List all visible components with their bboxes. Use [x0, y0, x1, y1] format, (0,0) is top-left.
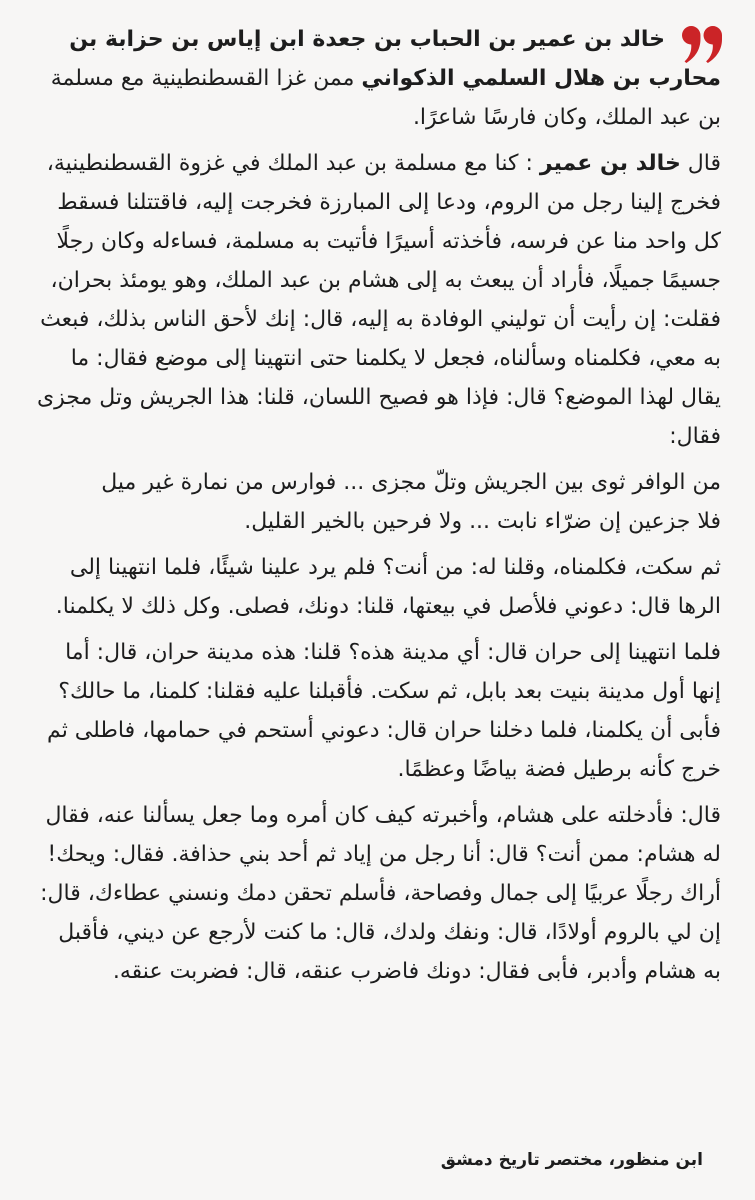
attribution: ابن منظور، مختصر تاريخ دمشق [440, 1150, 703, 1170]
story-paragraph-1 [34, 144, 721, 456]
story-paragraph-4: قال: فأدخلته على هشام، وأخبرته كيف كان أمره وما جعل يسألنا عنه، فقال له هشام: ممن أنت؟ قال: أنا رجل من إياد ثم أحد بني حذافة. فقال: ويحك! أراك رجلًا عربيًا إلى جمال وفصاحة، فأسلم تحقن دمك ونسني عطاءك، قال: إن لي بالروم أولادًا، قال: ونفك ولدك، قال: ما كنت لأرجع عن ديني، فأقبل به هشام وأدبر، فأبى فقال: دونك فاضرب عنقه، قال: فضربت عنقه. [40, 803, 721, 984]
story1-text: : كنا مع مسلمة بن عبد الملك في غزوة القسطنطينية، فخرج إلينا رجل من الروم، ودعا إلى المبارزة فخرجت إليه، فاقتتلنا فسقط كل واحد منا عن فرسه، فأخذته أسيرًا فأتيت به مسلمة، فساءله وكان رجلًا جسيمًا جميلًا، فأراد أن يبعث به إلى هشام بن عبد الملك، وهو يومئذ بحران، فقلت: إن رأيت أن توليني الوفادة به إليه، قال: إنك لأحق الناس بذلك، فبعث به معي، فكلمناه وسألناه، فجعل لا يكلمنا حتى انتهينا إلى موضع فقال: ما يقال لهذا الموضع؟ قال: فإذا هو فصيح اللسان، قلنا: هذا الجريش وتل مجزى فقال: [36, 151, 721, 449]
story-paragraph-3: فلما انتهينا إلى حران قال: أي مدينة هذه؟ قلنا: هذه مدينة حران، قال: أما إنها أول مدينة بنيت بعد بابل، ثم سكت. فأقبلنا عليه فقلنا: كلمنا، ما حالك؟ فأبى أن يكلمنا، فلما دخلنا حران قال: دعوني أستحم في حمامها، فاطلى ثم خرج كأنه برطيل فضة بياضًا وعظمًا. [47, 640, 721, 782]
intro-paragraph [34, 20, 721, 137]
narrator-full-name: خالد بن عمير بن الحباب بن جعدة ابن إياس بن حزابة بن محارب بن هلال السلمي الذكواني [69, 27, 721, 91]
verse-paragraph [34, 463, 721, 541]
verse-line-2: فلا جزعين إن ضرّاء نابت ... ولا فرحين بالخير القليل. [244, 509, 721, 534]
story1-speaker-name: خالد بن عمير [539, 151, 681, 176]
verse-line-1: من الوافر ثوى بين الجريش وتلّ مجزى ... فوارس من نمارة غير ميل [101, 470, 721, 495]
quote-text-body [34, 20, 721, 998]
story-paragraph-2: ثم سكت، فكلمناه، وقلنا له: من أنت؟ فلم يرد علينا شيئًا، فلما انتهينا إلى الرها قال: دعوني فلأصل في بيعتها، قلنا: دونك، فصلى. وكل ذلك لا يكلمنا. [55, 555, 721, 619]
story1-said-prefix: قال [680, 151, 721, 176]
intro-description: ممن غزا القسطنطينية مع مسلمة بن عبد الملك، وكان فارسًا شاعرًا. [50, 66, 721, 130]
